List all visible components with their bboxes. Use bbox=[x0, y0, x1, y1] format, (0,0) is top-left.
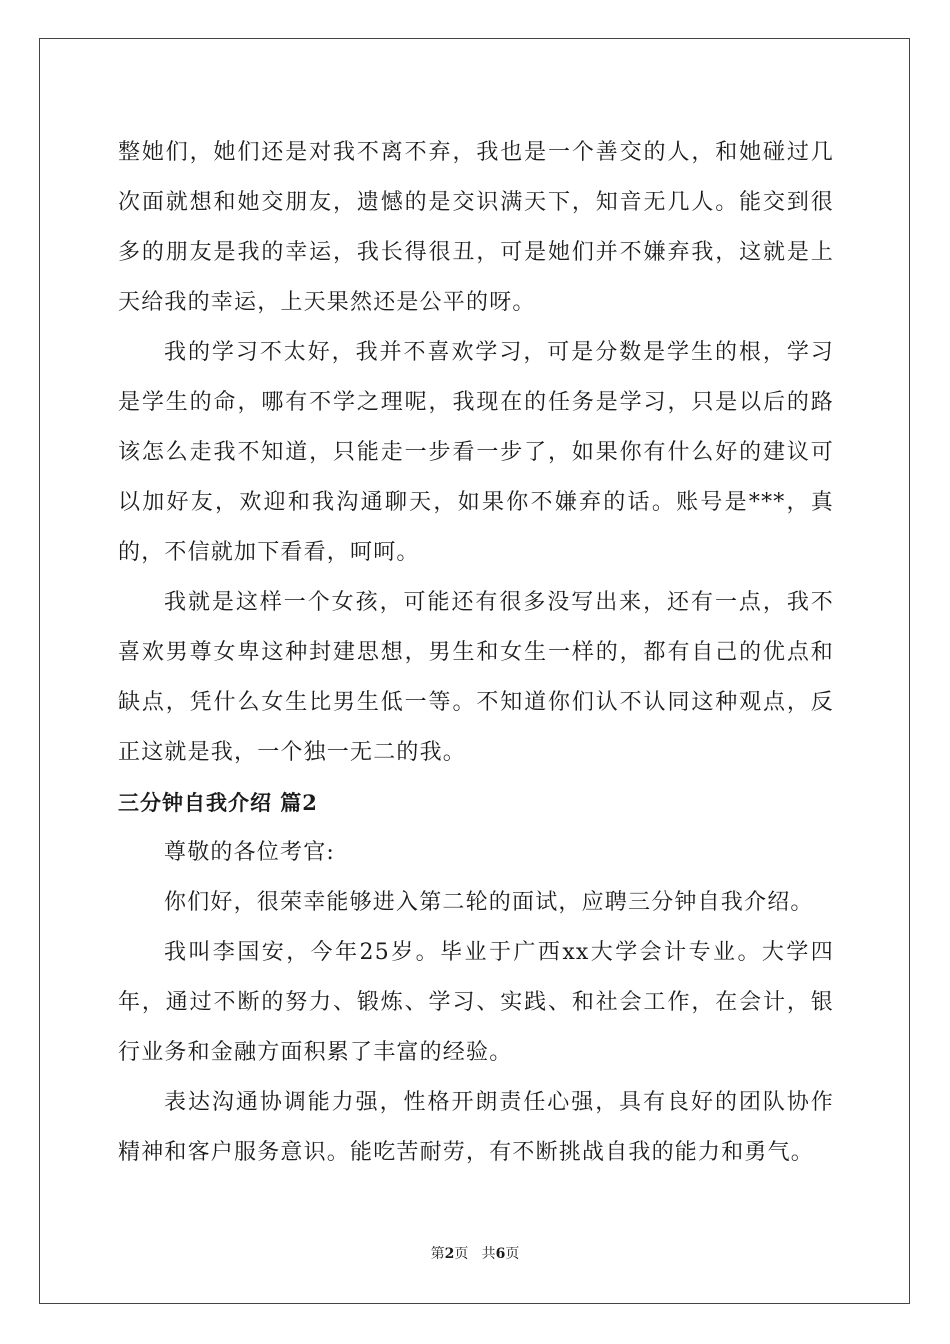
footer-page-suffix: 页 bbox=[454, 1246, 469, 1262]
section-heading: 三分钟自我介绍 篇2 bbox=[118, 790, 318, 815]
footer-prefix: 第 bbox=[430, 1246, 445, 1262]
skills-paragraph: 表达沟通协调能力强，性格开朗责任心强，具有良好的团队协作精神和客户服务意识。能吃苦耐劳，有不断挑战自我的能力和勇气。 bbox=[118, 1090, 834, 1165]
greeting-paragraph: 你们好，很荣幸能够进入第二轮的面试，应聘三分钟自我介绍。 bbox=[164, 890, 814, 915]
page-footer bbox=[0, 1244, 950, 1264]
paragraph-3: 我就是这样一个女孩，可能还有很多没写出来，还有一点，我不喜欢男尊女卑这种封建思想，男生和女生一样的，都有自己的优点和缺点，凭什么女生比男生低一等。不知道你们认不认同这种观点，反正这就是我，一个独一无二的我。 bbox=[118, 590, 834, 765]
paragraph-2: 我的学习不太好，我并不喜欢学习，可是分数是学生的根，学习是学生的命，哪有不学之理呢，我现在的任务是学习，只是以后的路该怎么走我不知道，只能走一步看一步了，如果你有什么好的建议可以加好友，欢迎和我沟通聊天，如果你不嫌弃的话。账号是***，真的，不信就加下看看，呵呵。 bbox=[118, 340, 834, 565]
paragraph-1: 整她们，她们还是对我不离不弃，我也是一个善交的人，和她碰过几次面就想和她交朋友，遗憾的是交识满天下，知音无几人。能交到很多的朋友是我的幸运，我长得很丑，可是她们并不嫌弃我，这就是上天给我的幸运，上天果然还是公平的呀。 bbox=[118, 140, 834, 315]
intro-paragraph: 我叫李国安，今年25岁。毕业于广西xx大学会计专业。大学四年，通过不断的努力、锻炼、学习、实践、和社会工作，在会计，银行业务和金融方面积累了丰富的经验。 bbox=[118, 940, 834, 1065]
document-body bbox=[118, 128, 834, 1178]
total-page-count: 6 bbox=[495, 1246, 506, 1262]
salutation: 尊敬的各位考官: bbox=[164, 840, 336, 865]
current-page-number: 2 bbox=[444, 1246, 455, 1262]
footer-total-prefix: 共 bbox=[481, 1246, 496, 1262]
footer-total-suffix: 页 bbox=[505, 1246, 520, 1262]
